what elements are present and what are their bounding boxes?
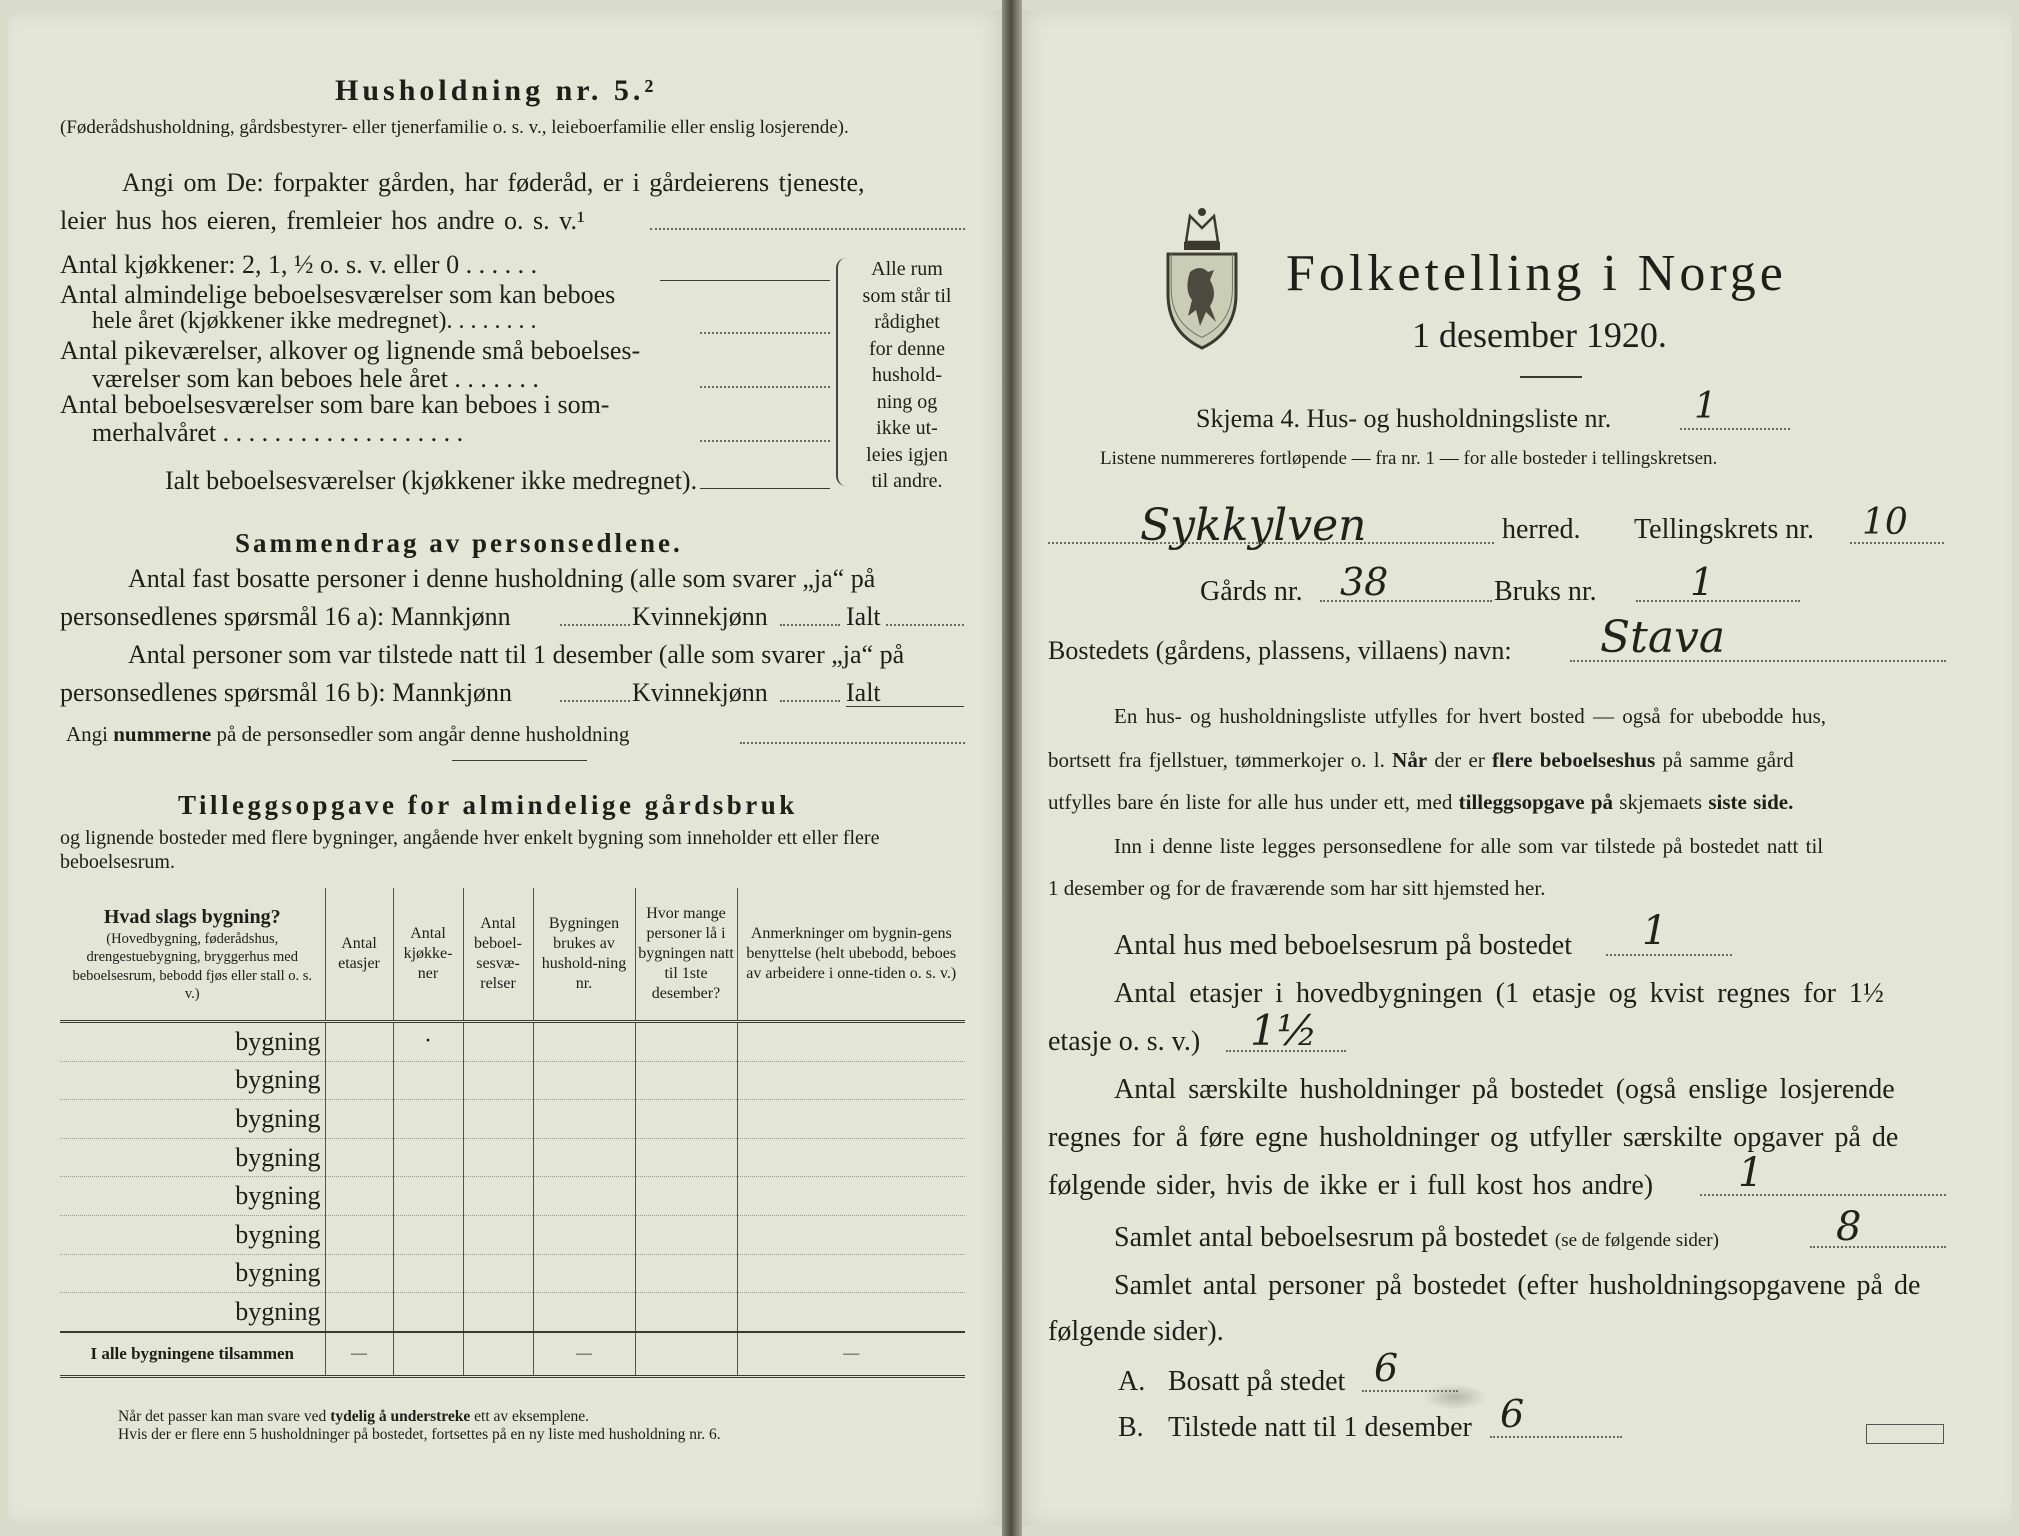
row-label: bygning: [60, 1215, 325, 1254]
tilstede-ialt-line: [846, 706, 964, 707]
b-label: B.: [1118, 1412, 1144, 1443]
row-label: bygning: [60, 1138, 325, 1177]
row-label: bygning: [60, 1254, 325, 1293]
header-anmerkninger: Anmerkninger om bygnin-gens benyttelse (helt ubebodd, beboes av arbeidere i onne-tiden o. s. v.): [737, 888, 965, 1022]
cell: [393, 1254, 463, 1293]
cell: [463, 1215, 533, 1254]
header-personer: Hvor mange personer lå i bygningen natt til 1ste desember?: [635, 888, 737, 1022]
sommer-label-1: Antal beboelsesværelser som bare kan beboes i som-: [60, 390, 610, 419]
side-note-line: til andre.: [871, 470, 943, 492]
cell: [635, 1100, 737, 1139]
bostedets-value: Stava: [1600, 612, 1726, 663]
b-value: 6: [1500, 1392, 1525, 1436]
table-header-row: [60, 888, 965, 1022]
side-note-line: ning og: [876, 390, 938, 413]
cell: [393, 1177, 463, 1216]
cell: [533, 1254, 635, 1293]
cell: [737, 1293, 965, 1332]
tillegg-subtitle: og lignende bosteder med flere bygninger, angående hver enkelt bygning som inneholder ett eller flere beboelsesrum.: [60, 827, 880, 873]
tilstede-kvinne-line: [780, 700, 840, 702]
fast-ialt-line: [886, 624, 964, 626]
angi-nummer-line: [740, 742, 965, 744]
cell: [635, 1022, 737, 1062]
tellingskrets-label: Tellingskrets nr.: [1634, 514, 1815, 545]
samlet-pers-line-1: Samlet antal personer på bostedet (efter husholdningsopgavene på de: [1114, 1270, 1921, 1301]
cell: [325, 1100, 393, 1139]
cell: [463, 1022, 533, 1062]
row-label: bygning: [60, 1061, 325, 1100]
info-1b: [1048, 748, 1794, 773]
fast-mann-line: [560, 624, 630, 626]
skjema-value: 1: [1694, 386, 1717, 427]
cell: [533, 1138, 635, 1177]
cell: [533, 1100, 635, 1139]
cell: [463, 1177, 533, 1216]
cell: [393, 1293, 463, 1332]
cell: [325, 1254, 393, 1293]
row-label: bygning: [60, 1022, 325, 1062]
table-row: [60, 1100, 965, 1139]
header-building-type-sub: (Hovedbygning, føderådshus, drengestuebygning, bryggerhus med beboelsesrum, bebodd fjøs eller stall o. s. v.): [72, 931, 313, 1002]
side-note-line: for denne: [868, 337, 946, 360]
cell: [737, 1254, 965, 1293]
side-note-line: ikke ut-: [876, 417, 938, 439]
side-note-brace: [836, 258, 848, 486]
husholdning-title: Husholdning nr. 5.²: [335, 74, 658, 107]
row-label: bygning: [60, 1293, 325, 1332]
sammendrag-title: Sammendrag av personsedlene.: [235, 528, 683, 558]
title-divider: [1520, 376, 1582, 378]
info-1b-bold1: Når: [1392, 748, 1428, 772]
building-table: [60, 888, 965, 1378]
etasjer-answer-line: [1226, 1050, 1346, 1052]
cell: [737, 1100, 965, 1139]
saerskilte-value: 1: [1738, 1150, 1764, 1196]
info-1b-bold2: flere beboelseshus: [1492, 748, 1656, 772]
cell: [635, 1177, 737, 1216]
bruks-line: [1636, 600, 1800, 602]
herred-line: [1048, 542, 1494, 544]
cell: [393, 1100, 463, 1139]
table-row: [60, 1293, 965, 1332]
total-kjokkener: [393, 1332, 463, 1377]
cell: [325, 1177, 393, 1216]
hus-line: [1606, 954, 1732, 956]
cell: [533, 1177, 635, 1216]
total-husholdning: —: [533, 1332, 635, 1377]
tilstede-kvinne-label: Kvinnekjønn: [632, 678, 768, 707]
info-1a: En hus- og husholdningsliste utfylles for hvert bosted — også for ubebodde hus,: [1114, 704, 1826, 728]
cell: [325, 1215, 393, 1254]
tellingskrets-line: [1850, 542, 1944, 544]
cell: [325, 1022, 393, 1062]
pike-label-2: værelser som kan beboes hele året . . . . . . .: [92, 364, 539, 393]
fast-kvinne-label: Kvinnekjønn: [632, 602, 768, 631]
printer-stamp: [1866, 1424, 1944, 1444]
tilstede-line-1: Antal personer som var tilstede natt til 1 desember (alle som svarer „ja“ på: [128, 640, 905, 669]
cell: [463, 1138, 533, 1177]
gards-line: [1320, 600, 1492, 602]
cell: [635, 1254, 737, 1293]
table-row: [60, 1177, 965, 1216]
cell: [463, 1100, 533, 1139]
alm-label-1: Antal almindelige beboelsesværelser som kan beboes: [60, 280, 616, 309]
cell: [325, 1061, 393, 1100]
etasjer-line-1: Antal etasjer i hovedbygningen (1 etasje og kvist regnes for 1½: [1114, 978, 1884, 1009]
table-row: [60, 1254, 965, 1293]
info-1c-bold2: siste side.: [1708, 790, 1794, 814]
fast-ialt-label: Ialt: [846, 602, 881, 631]
gards-label: Gårds nr.: [1200, 576, 1303, 607]
ink-smudge: [1422, 1384, 1488, 1410]
hus-value: 1: [1642, 908, 1668, 954]
pike-answer-line: [700, 386, 830, 388]
cell: [737, 1215, 965, 1254]
husholdning-subtitle: (Føderådshusholdning, gårdsbestyrer- eller tjenerfamilie o. s. v., leieboerfamilie eller enslig losjerende).: [60, 117, 849, 138]
total-personer: [635, 1332, 737, 1377]
gards-value: 38: [1340, 560, 1389, 604]
b-line: [1490, 1436, 1622, 1438]
saerskilte-line-3: følgende sider, hvis de ikke er i full kost hos andre): [1048, 1170, 1654, 1201]
side-note-line: rådighet: [874, 311, 940, 333]
tilstede-ialt-label: Ialt: [846, 678, 881, 707]
angi-nummer-rest: på de personsedler som angår denne husholdning: [211, 722, 630, 746]
footnote-1-bold: tydelig å understreke: [330, 1408, 471, 1425]
total-anmerkninger: —: [737, 1332, 965, 1377]
side-note-line: Alle rum: [871, 258, 943, 280]
samlet-rum-label: [1114, 1222, 1719, 1254]
row-label: bygning: [60, 1177, 325, 1216]
angi-nummer-bold: nummerne: [113, 722, 212, 746]
footnote-1-prefix: Når det passer kan man svare ved: [118, 1408, 331, 1425]
cell: [533, 1061, 635, 1100]
angi-answer-line: [650, 228, 965, 230]
tilstede-mann-line: [560, 700, 630, 702]
angi-nummer: [66, 722, 629, 747]
kjokkener-answer-line: [660, 280, 830, 281]
info-1c: [1048, 790, 1793, 815]
listene-note: Listene nummereres fortløpende — fra nr. 1 — for alle bosteder i tellingskretsen.: [1100, 448, 1718, 469]
table-row: [60, 1022, 965, 1062]
sommer-answer-line: [700, 440, 830, 442]
total-vaerelser: [463, 1332, 533, 1377]
row-label: bygning: [60, 1100, 325, 1139]
saerskilte-answer-line: [1700, 1194, 1946, 1196]
a-value: 6: [1374, 1346, 1399, 1390]
side-note-line: som står til: [862, 284, 952, 307]
footnote-1-rest: ett av eksemplene.: [470, 1408, 590, 1425]
info-1b-c: på samme gård: [1655, 748, 1794, 772]
header-building-type: [60, 888, 325, 1022]
bruks-value: 1: [1690, 560, 1715, 604]
side-note: [852, 256, 962, 495]
cell: [737, 1138, 965, 1177]
section-divider: [452, 760, 587, 761]
bostedets-line: [1570, 660, 1946, 662]
info-2b: 1 desember og for de fraværende som har sitt hjemsted her.: [1048, 876, 1546, 900]
samlet-rum-line: [1810, 1246, 1946, 1248]
info-1b-b: der er: [1427, 748, 1493, 772]
page-fold: [1002, 0, 1022, 1536]
herred-label: herred.: [1502, 514, 1581, 545]
cell: [737, 1022, 965, 1062]
cell: [737, 1061, 965, 1100]
etasjer-line-2: etasje o. s. v.): [1048, 1026, 1201, 1057]
cell: [635, 1061, 737, 1100]
table-row: [60, 1215, 965, 1254]
total-row: [60, 1332, 965, 1377]
angi-nummer-prefix: Angi: [66, 722, 114, 746]
cell: [393, 1138, 463, 1177]
b-text: Tilstede natt til 1 desember: [1168, 1412, 1472, 1443]
side-note-line: leies igjen: [866, 443, 948, 466]
info-1b-a: bortsett fra fjellstuer, tømmerkojer o. l.: [1048, 748, 1393, 772]
table-row: [60, 1061, 965, 1100]
bruks-label: Bruks nr.: [1494, 576, 1597, 607]
cell: [635, 1293, 737, 1332]
footnote-1: [118, 1408, 589, 1426]
tilstede-line-2: personsedlenes spørsmål 16 b): Mannkjønn: [60, 678, 513, 707]
cell: [635, 1138, 737, 1177]
alm-answer-line: [700, 332, 830, 334]
cell: [533, 1293, 635, 1332]
kjokkener-label: Antal kjøkkener: 2, 1, ½ o. s. v. eller 0 . . . . . .: [60, 250, 538, 279]
samlet-rum-text: Samlet antal beboelsesrum på bostedet: [1114, 1222, 1548, 1253]
cell: [737, 1177, 965, 1216]
header-beboelsesvaerelser: Antal beboel-sesvæ-relser: [463, 888, 533, 1022]
norway-coat-of-arms-icon: [1160, 202, 1244, 350]
samlet-rum-note: (se de følgende sider): [1554, 1230, 1719, 1251]
tillegg-title: Tilleggsopgave for almindelige gårdsbruk: [178, 790, 798, 820]
info-1c-a: utfylles bare én liste for alle hus under ett, med: [1048, 790, 1459, 814]
fast-kvinne-line: [780, 624, 840, 626]
samlet-rum-value: 8: [1836, 1204, 1862, 1250]
samlet-pers-line-2: følgende sider).: [1048, 1316, 1224, 1347]
info-2a: Inn i denne liste legges personsedlene for alle som var tilstede på bostedet natt til: [1114, 834, 1824, 858]
sommer-label-2: merhalvåret . . . . . . . . . . . . . . . . . . .: [92, 418, 464, 447]
total-etasjer: —: [325, 1332, 393, 1377]
saerskilte-line-2: regnes for å føre egne husholdninger og utfyller særskilte opgaver på de: [1048, 1122, 1899, 1153]
hus-label: Antal hus med beboelsesrum på bostedet: [1114, 930, 1573, 961]
cell: [533, 1022, 635, 1062]
cell: [393, 1061, 463, 1100]
tellingskrets-value: 10: [1862, 502, 1908, 543]
header-kjokkener: Antal kjøkke-ner: [393, 888, 463, 1022]
footnote-2: Hvis der er flere enn 5 husholdninger på bostedet, fortsettes på en ny liste med husholdning nr. 6.: [118, 1426, 721, 1443]
etasjer-value: 1½: [1250, 1006, 1318, 1055]
cell: [325, 1293, 393, 1332]
side-note-line: hushold-: [872, 364, 942, 386]
cell: [533, 1215, 635, 1254]
skjema-label: Skjema 4. Hus- og husholdningsliste nr.: [1196, 404, 1612, 433]
ialt-answer-line: [700, 488, 830, 489]
angi-line-1: Angi om De: forpakter gården, har føderåd, er i gårdeierens tjeneste,: [122, 168, 865, 197]
census-title: Folketelling i Norge: [1286, 245, 1787, 302]
cell: [325, 1138, 393, 1177]
saerskilte-line-1: Antal særskilte husholdninger på bostedet (også enslige losjerende: [1114, 1074, 1895, 1105]
total-label: I alle bygningene tilsammen: [60, 1332, 325, 1377]
table-row: [60, 1138, 965, 1177]
header-building-type-title: Hvad slags bygning?: [103, 906, 281, 929]
ialt-label: Ialt beboelsesværelser (kjøkkener ikke medregnet).: [165, 466, 698, 495]
angi-line-2: leier hus hos eieren, fremleier hos andre o. s. v.¹: [60, 206, 585, 235]
skjema-line: [1680, 428, 1790, 430]
cell: [635, 1215, 737, 1254]
bostedets-label: Bostedets (gårdens, plassens, villaens) navn:: [1048, 636, 1512, 665]
fast-line-1: Antal fast bosatte personer i denne husholdning (alle som svarer „ja“ på: [128, 564, 876, 593]
cell: [393, 1215, 463, 1254]
cell: [463, 1254, 533, 1293]
info-1c-bold1: tilleggsopgave på: [1458, 790, 1614, 814]
cell: ·: [393, 1022, 463, 1062]
a-label: A.: [1118, 1366, 1146, 1397]
pike-label-1: Antal pikeværelser, alkover og lignende små beboelses-: [60, 336, 641, 365]
header-husholdning-nr: Bygningen brukes av hushold-ning nr.: [533, 888, 635, 1022]
a-text: Bosatt på stedet: [1168, 1366, 1346, 1397]
herred-value: Sykkylven: [1140, 500, 1367, 551]
fast-line-2: personsedlenes spørsmål 16 a): Mannkjønn: [60, 602, 511, 631]
header-etasjer: Antal etasjer: [325, 888, 393, 1022]
census-date: 1 desember 1920.: [1412, 315, 1667, 355]
alm-label-2: hele året (kjøkkener ikke medregnet). . . . . . . .: [92, 308, 537, 334]
info-1c-b: skjemaets: [1613, 790, 1709, 814]
cell: [463, 1061, 533, 1100]
cell: [463, 1293, 533, 1332]
